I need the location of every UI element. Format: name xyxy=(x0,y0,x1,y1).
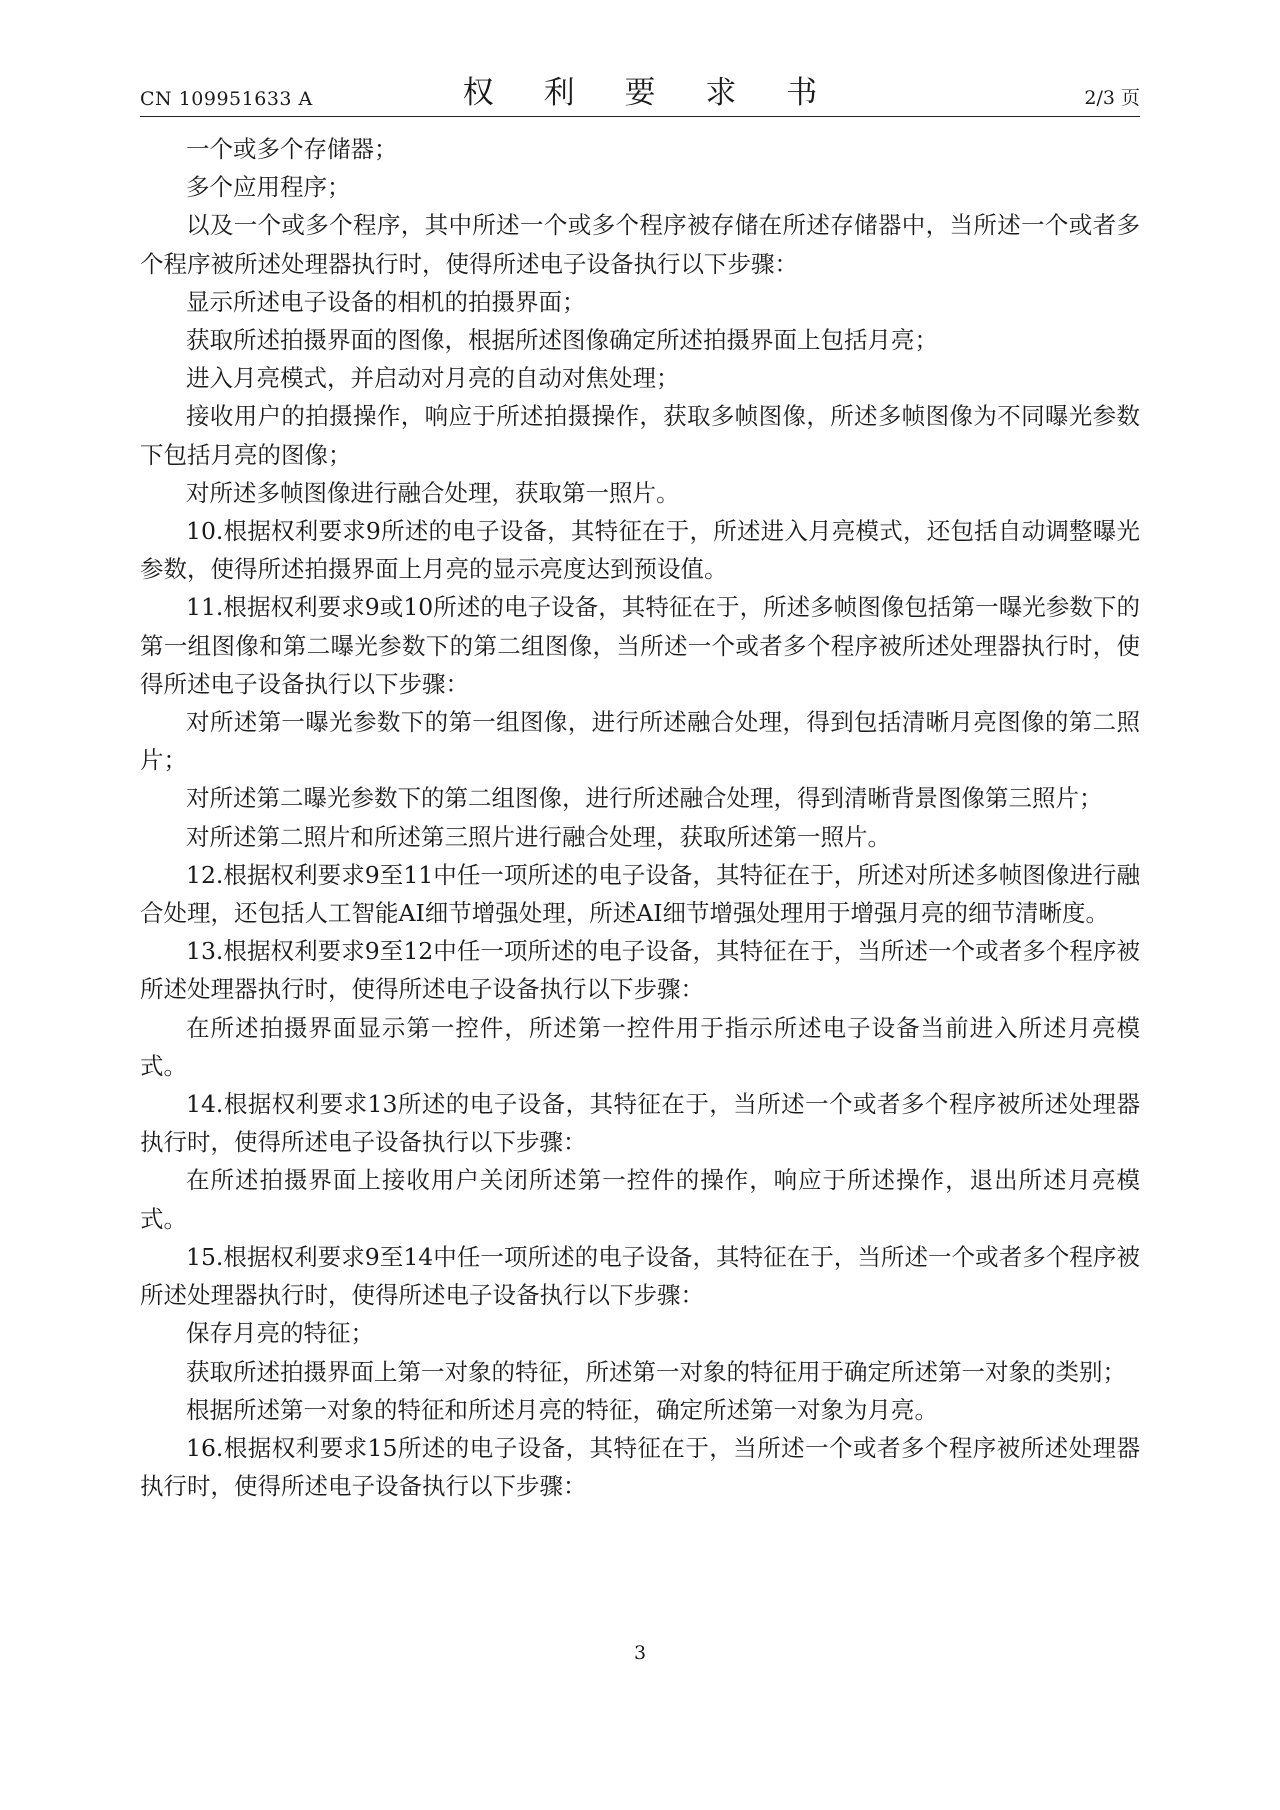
page-info: 2/3 页 xyxy=(1084,87,1140,109)
claim-paragraph: 在所述拍摄界面上接收用户关闭所述第一控件的操作，响应于所述操作，退出所述月亮模式。 xyxy=(140,1166,1140,1233)
claim-paragraph: 显示所述电子设备的相机的拍摄界面； xyxy=(186,287,586,316)
claim-paragraph: 接收用户的拍摄操作，响应于所述拍摄操作，获取多帧图像，所述多帧图像为不同曝光参数下包括月亮的图像； xyxy=(140,402,1140,469)
claim-paragraph: 对所述多帧图像进行融合处理，获取第一照片。 xyxy=(186,478,680,507)
document-number: CN 109951633 A xyxy=(140,88,313,110)
claim-paragraph: 一个或多个存储器； xyxy=(186,135,398,163)
claim-paragraph: 保存月亮的特征； xyxy=(186,1319,374,1348)
page-number: 3 xyxy=(633,1642,647,1664)
claim-paragraph: 在所述拍摄界面显示第一控件，所述第一控件用于指示所述电子设备当前进入所述月亮模式。 xyxy=(140,1013,1140,1080)
claim-paragraph: 对所述第二曝光参数下的第二组图像，进行所述融合处理，得到清晰背景图像第三照片； xyxy=(186,784,1103,813)
claim-paragraph: 多个应用程序； xyxy=(186,173,351,202)
claim-paragraph: 11.根据权利要求9或10所述的电子设备，其特征在于，所述多帧图像包括第一曝光参数下的第一组图像和第二曝光参数下的第二组图像，当所述一个或者多个程序被所述处理器执行时，使得所述电子设备执行以下步骤： xyxy=(140,593,1140,698)
claim-paragraph: 获取所述拍摄界面的图像，根据所述图像确定所述拍摄界面上包括月亮； xyxy=(186,326,938,355)
claim-paragraph: 14.根据权利要求13所述的电子设备，其特征在于，当所述一个或者多个程序被所述处理器执行时，使得所述电子设备执行以下步骤： xyxy=(140,1090,1140,1157)
claim-paragraph: 对所述第一曝光参数下的第一组图像，进行所述融合处理，得到包括清晰月亮图像的第二照片； xyxy=(140,708,1140,775)
claim-paragraph: 16.根据权利要求15所述的电子设备，其特征在于，当所述一个或者多个程序被所述处理器执行时，使得所述电子设备执行以下步骤： xyxy=(140,1433,1140,1501)
claim-paragraph: 13.根据权利要求9至12中任一项所述的电子设备，其特征在于，当所述一个或者多个程序被所述处理器执行时，使得所述电子设备执行以下步骤： xyxy=(140,937,1140,1004)
claim-paragraph: 12.根据权利要求9至11中任一项所述的电子设备，其特征在于，所述对所述多帧图像进行融合处理，还包括人工智能AI细节增强处理，所述AI细节增强处理用于增强月亮的细节清晰度。 xyxy=(140,860,1140,928)
claim-paragraph: 对所述第二照片和所述第三照片进行融合处理，获取所述第一照片。 xyxy=(186,822,891,851)
claim-paragraph: 根据所述第一对象的特征和所述月亮的特征，确定所述第一对象为月亮。 xyxy=(186,1395,938,1424)
claim-paragraph: 获取所述拍摄界面上第一对象的特征，所述第一对象的特征用于确定所述第一对象的类别； xyxy=(186,1357,1126,1386)
claim-paragraph: 以及一个或多个程序，其中所述一个或多个程序被存储在所述存储器中，当所述一个或者多个程序被所述处理器执行时，使得所述电子设备执行以下步骤： xyxy=(140,211,1140,278)
page-header xyxy=(140,70,1140,117)
document-title: 权 利 要 求 书 xyxy=(462,75,838,111)
claim-paragraph: 进入月亮模式，并启动对月亮的自动对焦处理； xyxy=(186,364,680,393)
claim-paragraph: 15.根据权利要求9至14中任一项所述的电子设备，其特征在于，当所述一个或者多个程序被所述处理器执行时，使得所述电子设备执行以下步骤： xyxy=(140,1242,1140,1310)
claim-paragraph: 10.根据权利要求9所述的电子设备，其特征在于，所述进入月亮模式，还包括自动调整曝光参数，使得所述拍摄界面上月亮的显示亮度达到预设值。 xyxy=(140,517,1140,584)
claims-body xyxy=(140,130,1140,1505)
